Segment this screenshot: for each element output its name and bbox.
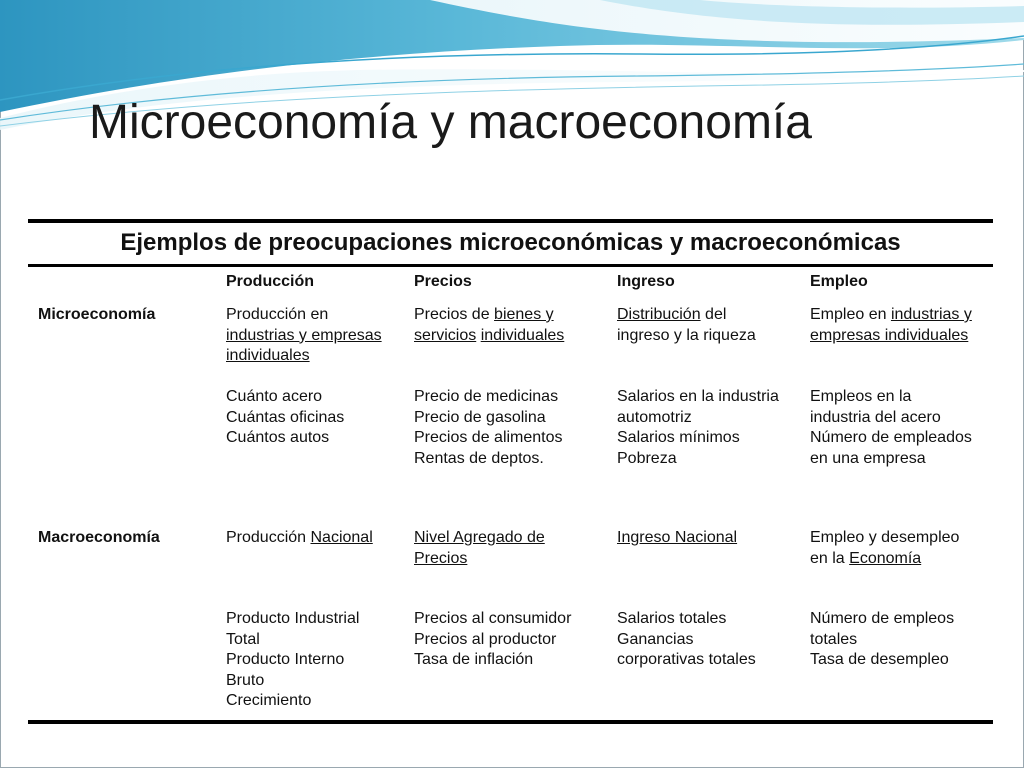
text-line: [810, 549, 959, 570]
text-line: Precios de alimentos: [414, 429, 563, 447]
text-line: totales: [810, 630, 858, 648]
text-line: Cuánto acero: [226, 388, 323, 405]
text-line: corporativas totales: [617, 651, 756, 669]
macro-precios-bottom: [414, 609, 571, 671]
micro-empleo-bottom: [810, 387, 972, 469]
text-line: Ingreso Nacional: [617, 529, 738, 546]
text-line: Pobreza: [617, 449, 677, 467]
table-header-rule: [28, 264, 993, 267]
text-line: Número de empleos: [810, 610, 955, 627]
text-span: del: [700, 306, 727, 323]
text-line: Producción en: [226, 306, 329, 323]
text-line: Crecimiento: [226, 692, 312, 710]
text-line: [226, 528, 373, 549]
macro-empleo-top: [810, 528, 959, 569]
text-line: Cuántas oficinas: [226, 408, 345, 426]
text-line: Precio de medicinas: [414, 388, 559, 405]
table-top-rule: [28, 219, 993, 223]
macro-produccion-bottom: [226, 609, 359, 712]
text-line: individuales: [226, 347, 310, 365]
table-bottom-rule: [28, 720, 993, 724]
text-line: Salarios mínimos: [617, 429, 740, 447]
macro-ingreso-top: [617, 528, 737, 549]
text-line: Precio de gasolina: [414, 408, 546, 426]
text-line: [617, 305, 756, 326]
row-label-macro: Macroeconomía: [38, 529, 160, 546]
text-line: Producto Industrial: [226, 610, 360, 627]
text-span: Distribución: [617, 306, 701, 323]
text-line: Tasa de desempleo: [810, 651, 949, 669]
text-line: empresas individuales: [810, 326, 969, 344]
micro-ingreso-top: [617, 305, 756, 346]
text-line: Precios: [414, 549, 468, 567]
text-line: Cuántos autos: [226, 429, 330, 447]
micro-precios-top: [414, 305, 564, 346]
text-line: Salarios en la industria: [617, 388, 779, 405]
text-line: Ganancias: [617, 630, 694, 648]
text-line: [414, 326, 564, 347]
text-span: en la: [810, 549, 850, 567]
micro-produccion-top: [226, 305, 382, 367]
text-line: en una empresa: [810, 449, 926, 467]
text-line: Empleo y desempleo: [810, 529, 960, 546]
row-label-micro: Microeconomía: [38, 306, 156, 323]
text-span: Precios de: [414, 306, 495, 323]
text-line: Producto Interno: [226, 651, 345, 669]
text-line: Precios al consumidor: [414, 610, 572, 627]
text-line: Salarios totales: [617, 610, 727, 627]
text-line: [810, 305, 972, 326]
micro-empleo-top: [810, 305, 972, 346]
macro-produccion-top: [226, 528, 373, 549]
text-span: Producción: [226, 529, 311, 546]
col-header-ingreso: Ingreso: [617, 273, 675, 290]
text-line: Empleos en la: [810, 388, 912, 405]
text-line: ingreso y la riqueza: [617, 326, 756, 344]
col-header-empleo: Empleo: [810, 273, 868, 290]
text-line: Total: [226, 630, 260, 648]
text-line: Nivel Agregado de: [414, 529, 545, 546]
macro-empleo-bottom: [810, 609, 954, 671]
text-span: Nacional: [310, 529, 373, 546]
text-line: Bruto: [226, 671, 265, 689]
text-line: Número de empleados: [810, 429, 972, 447]
micro-precios-bottom: [414, 387, 563, 469]
micro-ingreso-bottom: [617, 387, 779, 469]
text-span: servicios: [414, 326, 477, 344]
col-header-produccion: Producción: [226, 273, 315, 290]
text-line: Rentas de deptos.: [414, 449, 544, 467]
text-line: industrias y empresas: [226, 326, 382, 344]
text-span: industrias y: [890, 306, 972, 323]
text-line: automotriz: [617, 408, 692, 426]
macro-ingreso-bottom: [617, 609, 756, 671]
text-span: Empleo en: [810, 306, 891, 323]
page-title: Microeconomía y macroeconomía: [89, 96, 812, 149]
text-span: bienes y: [494, 306, 554, 323]
col-header-precios: Precios: [414, 273, 472, 290]
macro-precios-top: [414, 528, 545, 569]
text-span: individuales: [480, 326, 565, 344]
text-line: [414, 305, 564, 326]
text-line: Precios al productor: [414, 630, 557, 648]
table-caption: Ejemplos de preocupaciones microeconómicas y macroeconómicas: [120, 229, 901, 256]
text-span: Economía: [849, 549, 922, 567]
text-line: Tasa de inflación: [414, 651, 534, 669]
micro-produccion-bottom: [226, 387, 344, 449]
text-line: industria del acero: [810, 408, 941, 426]
